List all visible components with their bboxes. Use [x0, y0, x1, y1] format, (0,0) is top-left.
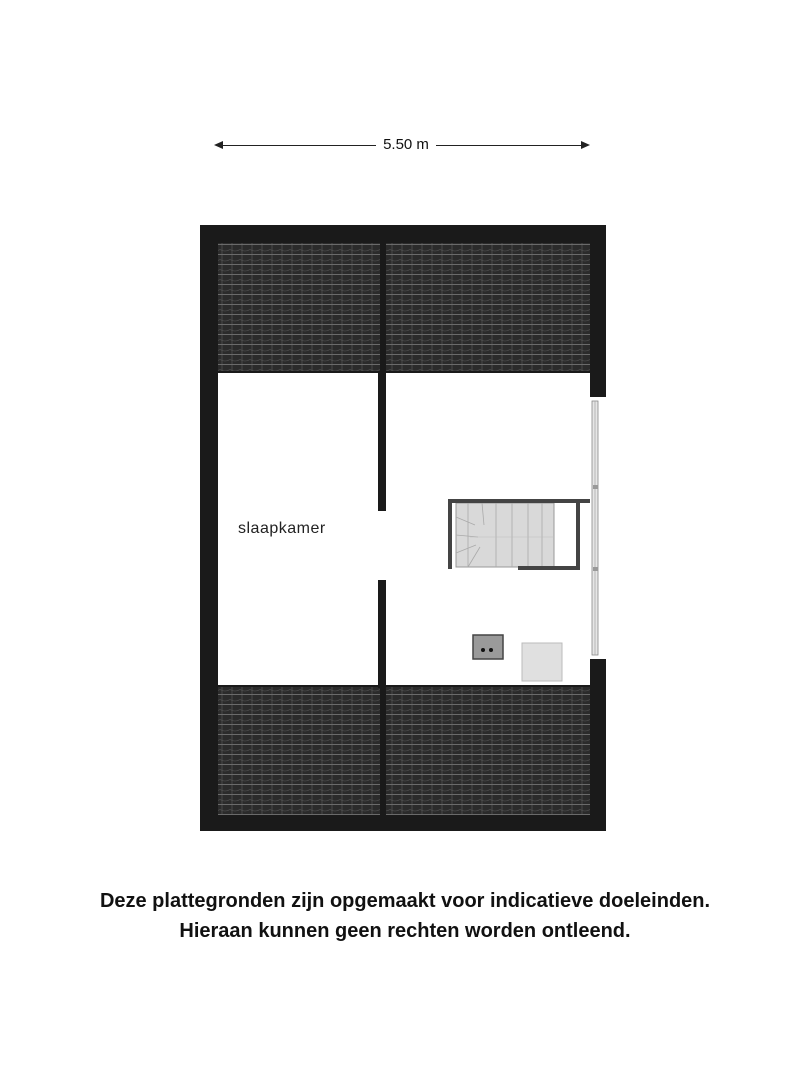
window-joint — [593, 485, 598, 489]
window-joint — [593, 567, 598, 571]
dimension-arrow-right-icon — [581, 141, 590, 149]
room-label-slaapkamer: slaapkamer — [238, 520, 326, 537]
floor-plan — [200, 225, 610, 835]
roof-tiles-bottom-left — [218, 687, 380, 815]
stair-railing-bottom — [518, 566, 580, 570]
dimension-line-left — [220, 145, 376, 146]
partition-wall-lower — [378, 580, 386, 688]
dimension-label: 5.50 m — [383, 136, 429, 153]
roof-tiles-top-left — [218, 243, 380, 371]
outlet-box — [473, 635, 503, 659]
roof-tiles-top-right — [386, 243, 590, 371]
disclaimer-line-1: Deze plattegronden zijn opgemaakt voor indicatieve doeleinden. — [99, 890, 711, 912]
stair-railing-left — [448, 499, 452, 569]
boiler-unit — [522, 643, 562, 681]
partition-wall-upper — [378, 373, 386, 511]
roof-tiles-bottom-right — [386, 687, 590, 815]
dimension-line-right — [436, 145, 584, 146]
disclaimer-line-2: Hieraan kunnen geen rechten worden ontleend. — [179, 920, 631, 942]
staircase — [456, 503, 554, 567]
stair-railing-top — [448, 499, 590, 503]
disclaimer — [0, 886, 810, 946]
stair-railing-right — [576, 503, 580, 570]
width-dimension — [214, 130, 590, 160]
